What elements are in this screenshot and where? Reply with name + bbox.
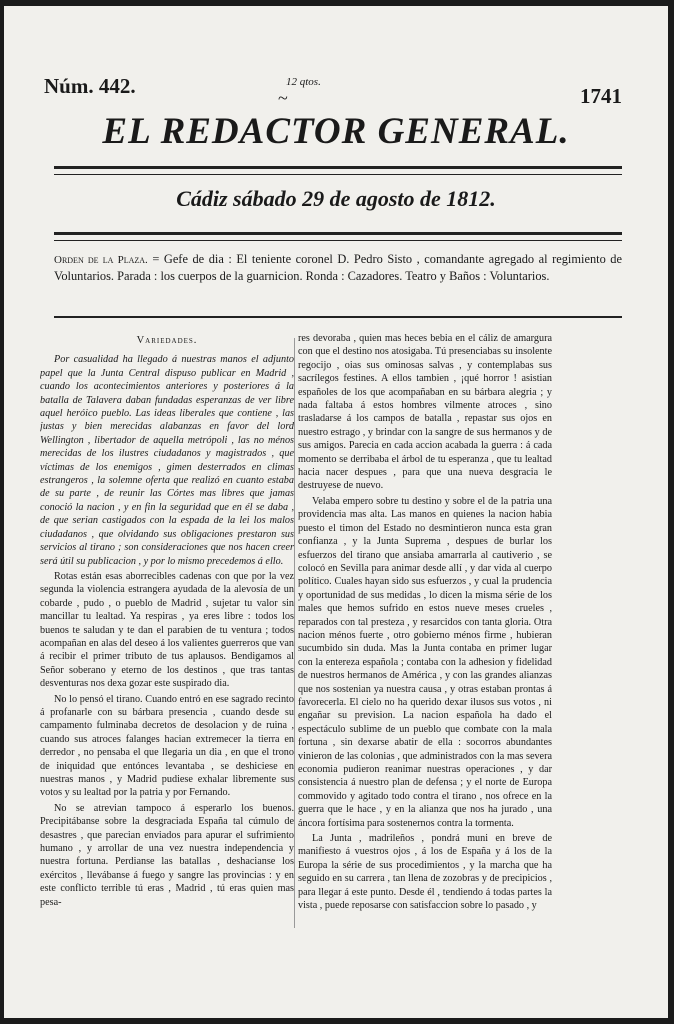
quires-note: 12 qtos. bbox=[286, 76, 321, 88]
orden-de-la-plaza bbox=[54, 252, 622, 284]
column-divider bbox=[294, 338, 295, 928]
section-title: Variedades. bbox=[136, 335, 198, 346]
dateline: Cádiz sábado 29 de agosto de 1812. bbox=[176, 186, 496, 211]
paragraph: res devoraba , quien mas heces bebia en el cáliz de amargura con que el destino nos atosigaba. Tú presenciabas su insolente regocijo , oias sus ominosas salvas , y contemplabas sus sacrílegos festines. A ellos tambien , ¡qué horror ! asistian españoles de los que acompañaban en su bárbara alegria ; y nada faltaba á estos hombres vilmente atroces , sino trasladarse á los campos de batalla , repastar sus ojos en nuestro estrago , y brindar con la sangre de sus hermanos y de sus amigos. Parecia en cada accion acabada la guerra : á cada momento se derribaba el árbol de tu esperanza , que tu lealtad hacia nacer despues , para que una nueva desgracia le destruyese de nuevo. bbox=[298, 333, 552, 492]
column-right bbox=[298, 332, 552, 932]
date-rule bbox=[54, 232, 622, 241]
masthead-top bbox=[44, 74, 622, 110]
folio-number: 1741 bbox=[580, 84, 622, 108]
issue-number: Núm. 442. bbox=[44, 74, 136, 98]
newspaper-title: EL REDACTOR GENERAL. bbox=[102, 111, 570, 152]
paragraph: Por casualidad ha llegado á nuestras manos el adjunto papel que la Junta Central dispuso publicar en Madrid , cuando los acontecimientos anteriores y posteriores á la batalla de Talavera daban fundadas esperanzas de ver libre aquel heróico pueblo. Las ideas liberales que contiene , las justas y bien merecidas alabanzas en favor del lord Wellington , libertador de aquella metrópoli , las no ménos merecidas de los ilustres ciudadanos y magistrados , que víctimas de los enemigos , gimen desterrados en climas estrangeros , la solemne oferta que realizó en cuanto estaba de su parte , de reunir las Córtes mas libres que jamas conoció la nacion , y en fin la seguridad que en él se daba , de que serian castigados con la espada de la lei los malos ciudadanos , que olvidando sus obligaciones prestaron sus servicios al tirano ; son consideraciones que nos hacen creer será útil su publicacion , y por lo mismo precedemos á ello. bbox=[40, 354, 294, 567]
orden-label: Orden de la Plaza. bbox=[54, 254, 148, 266]
orden-text: = Gefe de dia : El teniente coronel D. Pedro Sisto , comandante agregado al regimiento de Voluntarios. Parada : los cuerpos de la guarnicion. Ronda : Cazadores. Teatro y Baños : Voluntarios. bbox=[54, 252, 622, 283]
paragraph: La Junta , madrileños , pondrá muni en breve de manifiesto á vuestros ojos , á los de España y á los de la Europa la série de sus procedimientos , y la marcha que ha seguido en su carrera , tan llena de zozobras y de precipicios , para llegar á este punto. Desde él , tendiendo á todas partes la vista , puede reposarse con satisfaccion sobre lo pasado , y bbox=[298, 833, 552, 912]
paragraph: Velaba empero sobre tu destino y sobre el de la patria una providencia mas alta. Las manos en quienes la nacion habia puesto el timon del Estado no desmintieron nunca esta gran confianza , y la Junta Suprema , despues de burlar los esfuerzos del tirano que ansiaba amarrarla al cautiverio , se colocó en Sevilla para animar desde allí , y dar vida al cuerpo político. Cuales hayan sido sus esfuerzos , y cual la prudencia y oportunidad de sus medidas , lo dicen la misma série de los males que hemos sufrido en estos nueve meses crueles , reparados con tal presteza , y resarcidos con tanta gloria. Otra nacion ménos fuerte , otro gobierno ménos firme , hubieran sucumbido sin duda. Mas la Junta contaba en primer lugar con la entereza española ; contaba con la adhesion y fidelidad de nuestros hermanos de América , y con las grandes alianzas que nos sostenian ya nuestra causa , y otras estaban prontas á favorecerla. El cielo no ha querido dexar ilusos sus votos , ni engañar su prevision. La nacion española ha dado el espectáculo sublime de un pueblo que combate con la mala fortuna , sin dexarse abatir de ella : socorros abundantes vinieron de las colonias , que administrados con la mas severa economia pudieron reanimar nuestras operaciones , y dar consistencia á nuestro plan de defensa ; y el norte de Europa commovido y agitado todo contra el tirano , nos ofrece en la guerra que le hace , y en la alianza que nos ha jurado , una áncora fortísima para sostenernos contra la tormenta. bbox=[298, 495, 552, 829]
flourish-ornament: ~ bbox=[278, 88, 288, 108]
paragraph: Rotas están esas aborrecibles cadenas con que por la vez segunda la violencia estrangera ayudada de la alevosía de un cobarde , pudo , o pueblo de Madrid , sujetar tu valor sin mancillar tu lealtad. Ya respiras , ya eres libre : todos los buenos te saludan y te dan el parabien de tu ventura ; todos acompañan en alas del deseo á los valientes guerreros que van á recibir el primer tributo de tus aplausos. Bendigamos al Señor soberano y eterno de los destinos , que tras tantas desventuras nos dexa gozar este suspirado dia. bbox=[40, 570, 294, 690]
column-left bbox=[40, 332, 294, 928]
paragraph: No se atrevian tampoco á esperarlo los buenos. Precipitábanse sobre la desgraciada España tal cúmulo de desastres , que parecian enviados para apurar el sufrimiento humano , y arrollar de una vez nuestra independencia y nuestra fortuna. Perdianse las batallas , deshacianse los exércitos , llevábanse á fuego y sangre las provincias : y en este conflicto terrible tú eras , Madrid , tú eras quien mas pesa- bbox=[40, 802, 294, 908]
section-rule bbox=[54, 316, 622, 318]
newspaper-page bbox=[4, 6, 668, 1018]
paragraph: No lo pensó el tirano. Cuando entró en ese sagrado recinto á profanarle con su bárbara presencia , cuando desde su campamento fulminaba decretos de desolacion y de ruina , cuando sus atroces falanges hacian extremecer la tierra en derredor , no pensaba el que llegaria un dia , en que el trono de iniquidad que entónces levantaba , se deshiciese en nuestras manos , y Madrid pudiese exhalar libremente sus votos y su lealtad por la patria y por Fernando. bbox=[40, 693, 294, 799]
title-rule bbox=[54, 166, 622, 175]
